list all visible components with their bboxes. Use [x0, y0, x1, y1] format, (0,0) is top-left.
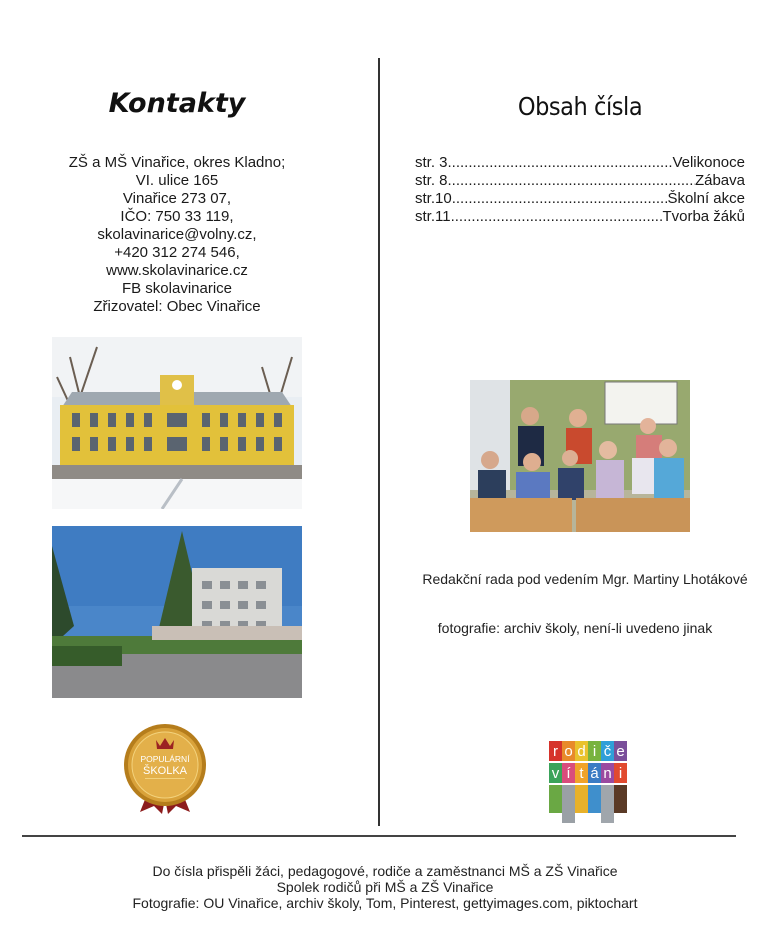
footer-line: Do čísla přispěli žáci, pedagogové, rodiče a zaměstnanci MŠ a ZŠ Vinařice	[152, 863, 618, 879]
contact-line: Zřizovatel: Obec Vinařice	[93, 298, 261, 315]
toc-page: str.10	[415, 190, 452, 207]
logo-letter: o	[564, 743, 573, 760]
toc-entry[interactable]	[415, 190, 745, 208]
toc-title: Tvorba žáků	[662, 208, 745, 225]
logo-letter: č	[603, 743, 612, 760]
contact-line: VI. ulice 165	[135, 172, 219, 189]
vertical-divider	[378, 58, 380, 826]
toc-leader	[452, 190, 668, 208]
toc-leader	[448, 154, 673, 172]
footer-credits	[40, 863, 730, 911]
contact-line: ZŠ a MŠ Vinařice, okres Kladno;	[68, 154, 286, 171]
popular-kindergarten-badge	[120, 722, 210, 814]
toc-title: Školní akce	[667, 190, 745, 207]
footer-line: Spolek rodičů při MŠ a ZŠ Vinařice	[276, 879, 494, 895]
logo-letter: r	[553, 743, 558, 760]
badge-line1: POPULÁRNÍ	[140, 754, 190, 764]
logo-letter: e	[616, 743, 625, 760]
logo-letter: i	[592, 743, 597, 760]
editorial-board-note: Redakční rada pod vedením Mgr. Martiny Lhotákové	[422, 571, 748, 587]
table-of-contents	[415, 154, 745, 226]
toc-page: str. 8	[415, 172, 448, 189]
footer-line: Fotografie: OU Vinařice, archiv školy, Tom, Pinterest, gettyimages.com, piktochart	[132, 895, 638, 911]
toc-entry[interactable]	[415, 154, 745, 172]
logo-letter: n	[603, 765, 612, 782]
horizontal-divider	[22, 835, 736, 837]
contact-line: IČO: 750 33 119,	[120, 208, 234, 225]
toc-page: str.11	[415, 208, 451, 225]
contacts-heading: Kontakty	[108, 88, 246, 119]
logo-letter: d	[577, 743, 586, 760]
logo-letter: á	[590, 765, 599, 782]
badge-line2: ŠKOLKA	[142, 765, 188, 777]
school-building-summer-photo	[52, 526, 302, 698]
contact-email[interactable]: skolavinarice@volny.cz,	[97, 226, 257, 243]
contact-website[interactable]: www.skolavinarice.cz	[106, 262, 248, 279]
logo-letter: i	[618, 765, 623, 782]
photo-credit-note: fotografie: archiv školy, není-li uvedeno jinak	[437, 620, 713, 636]
logo-letter: t	[579, 765, 584, 782]
toc-page: str. 3	[415, 154, 448, 171]
toc-leader	[448, 172, 695, 190]
toc-entry[interactable]	[415, 172, 745, 190]
toc-title: Zábava	[694, 172, 745, 189]
contact-phone: +420 312 274 546,	[114, 244, 240, 261]
editorial-team-photo	[470, 380, 690, 532]
school-building-photo	[52, 337, 302, 509]
logo-letter: í	[566, 765, 571, 782]
contact-block	[22, 154, 332, 316]
toc-leader	[451, 208, 663, 226]
toc-title: Velikonoce	[672, 154, 745, 171]
logo-letter: v	[551, 765, 560, 782]
contact-facebook: FB skolavinarice	[121, 280, 233, 297]
parents-welcome-logo	[549, 741, 629, 823]
toc-entry[interactable]	[415, 208, 745, 226]
contents-heading: Obsah čísla	[517, 92, 643, 121]
contact-line: Vinařice 273 07,	[122, 190, 232, 207]
